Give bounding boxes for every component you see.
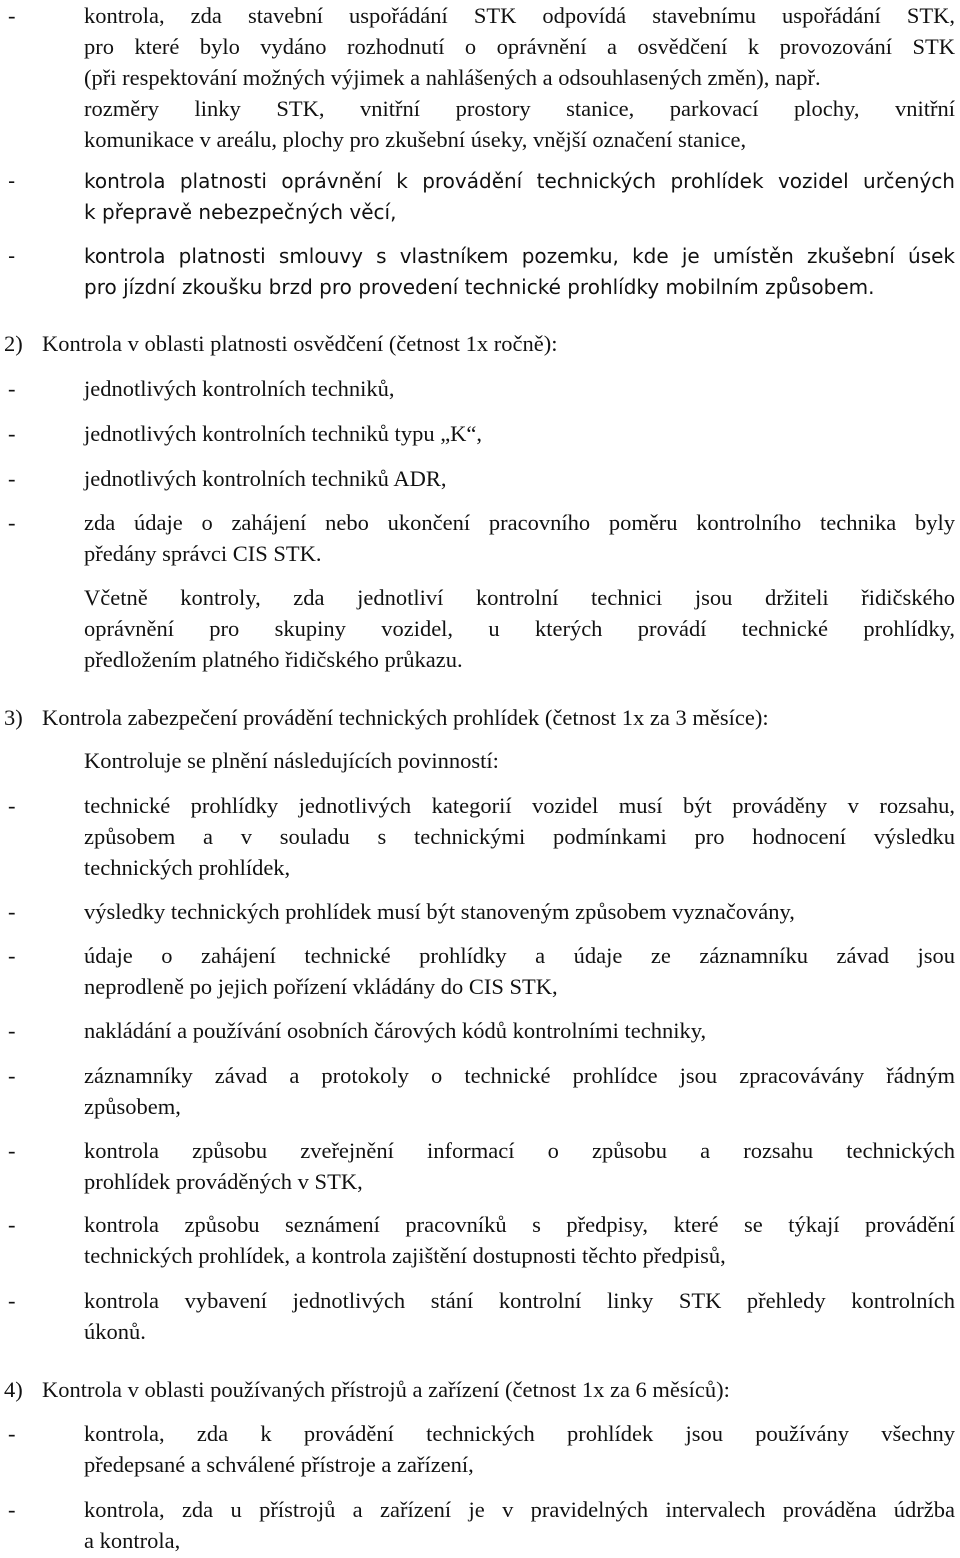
- section-4-heading: 4) Kontrola v oblasti používaných přístrojů a zařízení (četnost 1x za 6 měsíců):: [4, 1377, 730, 1402]
- section-3-item-4: - nakládání a používání osobních čárových kódů kontrolními techniky,: [0, 1015, 955, 1046]
- bullet-dash: -: [8, 1018, 16, 1043]
- intro-item-1: - kontrola, zda stavební uspořádání STK odpovídá stavebnímu uspořádání STK, pro které bylo vydáno rozhodnutí o oprávnění a osvědčení k provozování STK (při respektování možných výjimek a nahlášených a odsouhlasených změn), např. rozměry linky STK, vnitřní prostory stanice, parkovací plochy, vnitřní komunikace v areálu, plochy pro zkušební úseky, vnější označení stanice,: [0, 0, 955, 155]
- bullet-dash: -: [8, 169, 16, 193]
- section-3-heading: 3) Kontrola zabezpečení provádění technických prohlídek (četnost 1x za 3 měsíce):: [4, 705, 769, 730]
- intro-item-2: - kontrola platnosti oprávnění k provádění technických prohlídek vozidel určených k přepravě nebezpečných věcí,: [0, 166, 955, 228]
- section-3-lead: Kontroluje se plnění následujících povinností:: [84, 748, 499, 773]
- bullet-dash: -: [8, 1212, 16, 1237]
- section-3-item-2: - výsledky technických prohlídek musí být stanoveným způsobem vyznačovány,: [0, 896, 955, 927]
- section-3-item-8: - kontrola vybavení jednotlivých stání kontrolní linky STK přehledy kontrolních úkonů.: [0, 1285, 955, 1347]
- bullet-dash: -: [8, 1288, 16, 1313]
- bullet-dash: -: [8, 899, 16, 924]
- intro-item-3: - kontrola platnosti smlouvy s vlastníkem pozemku, kde je umístěn zkušební úsek pro jízdní zkoušku brzd pro provedení technické prohlídky mobilním způsobem.: [0, 241, 955, 303]
- section-4-item-2: - kontrola, zda u přístrojů a zařízení je v pravidelných intervalech prováděna údržba a kontrola,: [0, 1494, 955, 1556]
- section-3-item-1: - technické prohlídky jednotlivých kategorií vozidel musí být prováděny v rozsahu, způsobem a v souladu s technickými podmínkami pro hodnocení výsledku technických prohlídek,: [0, 790, 955, 883]
- bullet-dash: -: [8, 1138, 16, 1163]
- section-2-item-4: - zda údaje o zahájení nebo ukončení pracovního poměru kontrolního technika byly předány správci CIS STK.: [0, 507, 955, 569]
- bullet-dash: -: [8, 466, 16, 491]
- section-2-note: Včetně kontroly, zda jednotliví kontrolní technici jsou držiteli řidičského oprávnění pro skupiny vozidel, u kterých provádí technické prohlídky, předložením platného řidičského průkazu.: [84, 585, 955, 672]
- bullet-dash: -: [8, 244, 16, 268]
- bullet-dash: -: [8, 3, 16, 28]
- bullet-dash: -: [8, 421, 16, 446]
- bullet-dash: -: [8, 1421, 16, 1446]
- bullet-dash: -: [8, 1063, 16, 1088]
- section-3-item-3: - údaje o zahájení technické prohlídky a údaje ze záznamníku závad jsou neprodleně po jejich pořízení vkládány do CIS STK,: [0, 940, 955, 1002]
- section-4-item-1: - kontrola, zda k provádění technických prohlídek jsou používány všechny předepsané a schválené přístroje a zařízení,: [0, 1418, 955, 1480]
- section-3-item-7: - kontrola způsobu seznámení pracovníků s předpisy, které se týkají provádění technických prohlídek, a kontrola zajištění dostupnosti těchto předpisů,: [0, 1209, 955, 1271]
- section-2-item-3: - jednotlivých kontrolních techniků ADR,: [0, 463, 955, 494]
- bullet-dash: -: [8, 1497, 16, 1522]
- bullet-dash: -: [8, 376, 16, 401]
- section-2-heading: 2) Kontrola v oblasti platnosti osvědčení (četnost 1x ročně):: [4, 331, 558, 356]
- bullet-dash: -: [8, 943, 16, 968]
- section-3-item-6: - kontrola způsobu zveřejnění informací o způsobu a rozsahu technických prohlídek prováděných v STK,: [0, 1135, 955, 1197]
- section-3-item-5: - záznamníky závad a protokoly o technické prohlídce jsou zpracovávány řádným způsobem,: [0, 1060, 955, 1122]
- bullet-dash: -: [8, 793, 16, 818]
- section-2-item-1: - jednotlivých kontrolních techniků,: [0, 373, 955, 404]
- section-2-item-2: - jednotlivých kontrolních techniků typu „K“,: [0, 418, 955, 449]
- bullet-dash: -: [8, 510, 16, 535]
